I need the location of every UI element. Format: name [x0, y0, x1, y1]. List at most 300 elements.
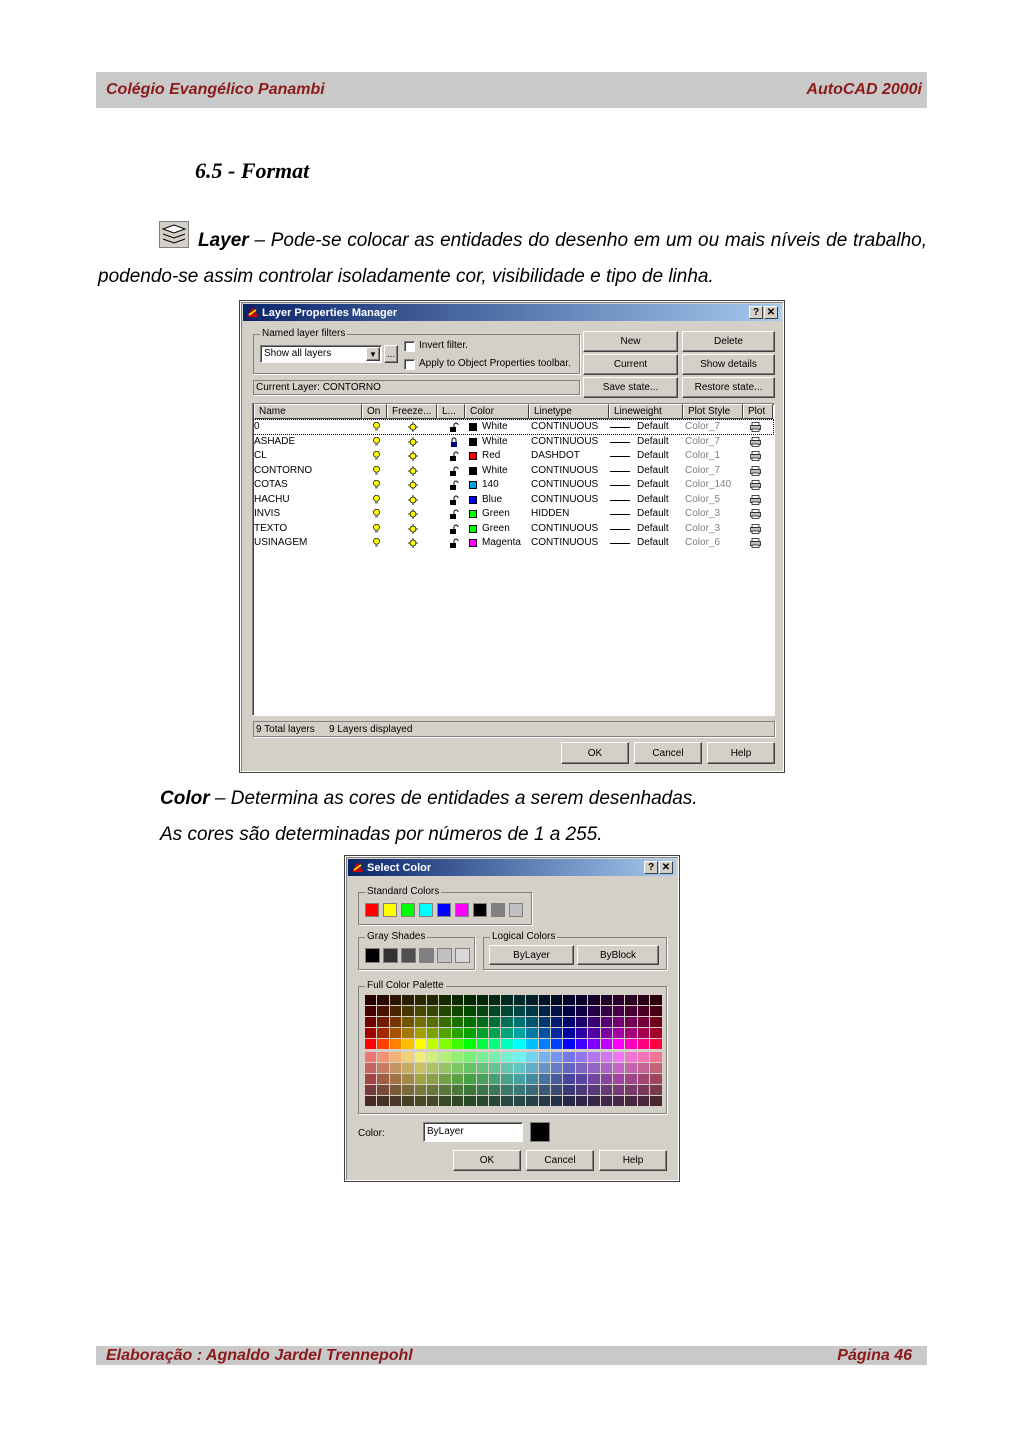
palette-color-cell[interactable]	[601, 1028, 612, 1038]
col-freeze[interactable]: Freeze...	[387, 404, 437, 419]
color-swatch[interactable]	[469, 438, 477, 446]
palette-color-cell[interactable]	[402, 1074, 413, 1084]
palette-color-cell[interactable]	[390, 1074, 401, 1084]
palette-color-cell[interactable]	[477, 1063, 488, 1073]
palette-color-cell[interactable]	[439, 1028, 450, 1038]
palette-color-cell[interactable]	[477, 1039, 488, 1049]
palette-color-cell[interactable]	[402, 1052, 413, 1062]
color-swatch[interactable]	[469, 539, 477, 547]
palette-color-cell[interactable]	[464, 1039, 475, 1049]
palette-color-cell[interactable]	[551, 1006, 562, 1016]
padlock-unlocked-icon[interactable]	[449, 495, 459, 505]
palette-color-cell[interactable]	[415, 1085, 426, 1095]
color-swatch[interactable]	[469, 423, 477, 431]
palette-color-cell[interactable]	[638, 1039, 649, 1049]
palette-color-cell[interactable]	[415, 1028, 426, 1038]
palette-color-cell[interactable]	[390, 1085, 401, 1095]
palette-color-cell[interactable]	[650, 995, 661, 1005]
palette-color-cell[interactable]	[650, 1039, 661, 1049]
help-question-button[interactable]: ?	[644, 861, 658, 874]
palette-color-cell[interactable]	[625, 1017, 636, 1027]
palette-color-cell[interactable]	[514, 1096, 525, 1106]
gray-shade-swatch[interactable]	[401, 948, 416, 963]
palette-color-cell[interactable]	[638, 1028, 649, 1038]
lightbulb-on-icon[interactable]	[373, 538, 380, 547]
filter-dots-button[interactable]: ...	[384, 345, 398, 363]
chevron-down-icon[interactable]: ▼	[366, 347, 380, 361]
palette-color-cell[interactable]	[551, 1085, 562, 1095]
palette-color-cell[interactable]	[489, 1085, 500, 1095]
palette-color-cell[interactable]	[402, 1096, 413, 1106]
palette-color-cell[interactable]	[452, 1017, 463, 1027]
palette-color-cell[interactable]	[526, 1017, 537, 1027]
gray-shade-swatch[interactable]	[437, 948, 452, 963]
lightbulb-on-icon[interactable]	[373, 437, 380, 446]
palette-color-cell[interactable]	[650, 1085, 661, 1095]
palette-color-cell[interactable]	[625, 1052, 636, 1062]
palette-color-cell[interactable]	[489, 1017, 500, 1027]
palette-color-cell[interactable]	[439, 1017, 450, 1027]
palette-color-cell[interactable]	[563, 1096, 574, 1106]
palette-color-cell[interactable]	[563, 1063, 574, 1073]
layer-lineweight[interactable]: Default	[637, 522, 669, 534]
col-linetype[interactable]: Linetype	[529, 404, 609, 419]
palette-color-cell[interactable]	[526, 995, 537, 1005]
palette-color-cell[interactable]	[501, 1085, 512, 1095]
palette-color-cell[interactable]	[501, 1052, 512, 1062]
palette-color-cell[interactable]	[551, 1074, 562, 1084]
palette-color-cell[interactable]	[501, 995, 512, 1005]
palette-color-cell[interactable]	[638, 1063, 649, 1073]
palette-color-cell[interactable]	[625, 1074, 636, 1084]
layer-ok-button[interactable]: OK	[561, 742, 629, 764]
palette-color-cell[interactable]	[601, 1039, 612, 1049]
apply-toolbar-checkbox[interactable]	[404, 359, 415, 370]
color-value-input[interactable]	[423, 1122, 523, 1142]
sun-thaw-icon[interactable]	[408, 451, 418, 461]
palette-color-cell[interactable]	[415, 1039, 426, 1049]
layer-linetype[interactable]: CONTINUOUS	[531, 537, 599, 548]
color-swatch[interactable]	[469, 510, 477, 518]
palette-color-cell[interactable]	[551, 1028, 562, 1038]
palette-color-cell[interactable]	[377, 1052, 388, 1062]
palette-color-cell[interactable]	[439, 1074, 450, 1084]
palette-color-cell[interactable]	[464, 1096, 475, 1106]
palette-color-cell[interactable]	[427, 1085, 438, 1095]
palette-color-cell[interactable]	[638, 1052, 649, 1062]
palette-color-cell[interactable]	[489, 1039, 500, 1049]
palette-color-cell[interactable]	[464, 1074, 475, 1084]
sun-thaw-icon[interactable]	[408, 509, 418, 519]
palette-color-cell[interactable]	[526, 1039, 537, 1049]
layer-lineweight[interactable]: Default	[637, 508, 669, 519]
palette-color-cell[interactable]	[588, 1085, 599, 1095]
palette-color-cell[interactable]	[415, 1096, 426, 1106]
lightbulb-on-icon[interactable]	[373, 495, 380, 504]
layer-row[interactable]	[253, 507, 773, 521]
palette-color-cell[interactable]	[601, 1096, 612, 1106]
palette-color-cell[interactable]	[650, 1074, 661, 1084]
color-ok-button[interactable]: OK	[453, 1150, 521, 1171]
palette-color-cell[interactable]	[452, 1063, 463, 1073]
standard-color-swatch[interactable]	[365, 903, 379, 917]
layer-linetype[interactable]: CONTINUOUS	[531, 464, 599, 476]
gray-shade-swatch[interactable]	[455, 948, 470, 963]
palette-color-cell[interactable]	[377, 995, 388, 1005]
close-button[interactable]: ✕	[764, 306, 778, 319]
printer-icon[interactable]	[750, 437, 761, 447]
layer-row[interactable]	[253, 449, 773, 463]
palette-color-cell[interactable]	[390, 1039, 401, 1049]
layer-linetype[interactable]: CONTINUOUS	[531, 522, 599, 534]
palette-color-cell[interactable]	[427, 1017, 438, 1027]
palette-color-cell[interactable]	[514, 1063, 525, 1073]
palette-color-cell[interactable]	[576, 1096, 587, 1106]
sun-thaw-icon[interactable]	[408, 524, 418, 534]
palette-color-cell[interactable]	[650, 1052, 661, 1062]
palette-color-cell[interactable]	[377, 1074, 388, 1084]
palette-color-cell[interactable]	[601, 1074, 612, 1084]
palette-color-cell[interactable]	[390, 1028, 401, 1038]
layer-lineweight[interactable]: Default	[637, 421, 669, 432]
printer-icon[interactable]	[750, 451, 761, 461]
palette-color-cell[interactable]	[402, 1006, 413, 1016]
palette-color-cell[interactable]	[477, 1006, 488, 1016]
palette-color-cell[interactable]	[452, 1006, 463, 1016]
help-question-button[interactable]: ?	[749, 306, 763, 319]
palette-color-cell[interactable]	[439, 1052, 450, 1062]
sun-thaw-icon[interactable]	[408, 480, 418, 490]
palette-color-cell[interactable]	[625, 1096, 636, 1106]
palette-color-cell[interactable]	[576, 1006, 587, 1016]
palette-color-cell[interactable]	[514, 1074, 525, 1084]
palette-color-cell[interactable]	[464, 1017, 475, 1027]
palette-color-cell[interactable]	[464, 1052, 475, 1062]
gray-shade-swatch[interactable]	[365, 948, 380, 963]
layer-lineweight[interactable]: Default	[637, 479, 669, 490]
palette-color-cell[interactable]	[390, 1052, 401, 1062]
standard-color-swatch[interactable]	[491, 903, 505, 917]
printer-icon[interactable]	[750, 538, 761, 548]
palette-color-cell[interactable]	[415, 995, 426, 1005]
palette-color-cell[interactable]	[464, 1006, 475, 1016]
palette-color-cell[interactable]	[390, 1017, 401, 1027]
palette-color-cell[interactable]	[439, 995, 450, 1005]
palette-color-cell[interactable]	[526, 1085, 537, 1095]
new-layer-button[interactable]: New	[583, 331, 678, 352]
layer-row[interactable]	[253, 420, 773, 434]
palette-color-cell[interactable]	[489, 1063, 500, 1073]
palette-color-cell[interactable]	[377, 1028, 388, 1038]
current-layer-button[interactable]: Current	[583, 354, 678, 375]
invert-filter-checkbox[interactable]	[404, 341, 415, 352]
palette-color-cell[interactable]	[625, 1063, 636, 1073]
palette-color-cell[interactable]	[576, 1039, 587, 1049]
gray-shade-swatch[interactable]	[419, 948, 434, 963]
palette-color-cell[interactable]	[365, 1028, 376, 1038]
palette-color-cell[interactable]	[539, 1085, 550, 1095]
layer-linetype[interactable]: CONTINUOUS	[531, 479, 599, 490]
save-state-button[interactable]: Save state...	[583, 377, 678, 398]
palette-color-cell[interactable]	[427, 1039, 438, 1049]
palette-color-cell[interactable]	[415, 1063, 426, 1073]
palette-color-cell[interactable]	[501, 1006, 512, 1016]
palette-color-cell[interactable]	[489, 1052, 500, 1062]
col-name[interactable]: Name	[254, 404, 362, 419]
palette-color-cell[interactable]	[526, 1063, 537, 1073]
palette-color-cell[interactable]	[477, 1028, 488, 1038]
palette-color-cell[interactable]	[539, 1063, 550, 1073]
padlock-locked-icon[interactable]	[449, 437, 459, 447]
palette-color-cell[interactable]	[365, 1063, 376, 1073]
layer-linetype[interactable]: HIDDEN	[531, 508, 570, 519]
color-swatch[interactable]	[469, 467, 477, 475]
palette-color-cell[interactable]	[415, 1074, 426, 1084]
palette-color-cell[interactable]	[625, 1028, 636, 1038]
palette-color-cell[interactable]	[539, 1017, 550, 1027]
standard-color-swatch[interactable]	[401, 903, 415, 917]
col-lock[interactable]: L...	[437, 404, 465, 419]
col-on[interactable]: On	[362, 404, 387, 419]
palette-color-cell[interactable]	[427, 995, 438, 1005]
padlock-unlocked-icon[interactable]	[449, 451, 459, 461]
palette-color-cell[interactable]	[625, 1085, 636, 1095]
palette-color-cell[interactable]	[377, 1063, 388, 1073]
filter-select[interactable]	[260, 345, 382, 363]
palette-color-cell[interactable]	[377, 1017, 388, 1027]
palette-color-cell[interactable]	[452, 1052, 463, 1062]
palette-color-cell[interactable]	[588, 1063, 599, 1073]
col-plot-style[interactable]: Plot Style	[683, 404, 743, 419]
palette-color-cell[interactable]	[563, 1052, 574, 1062]
palette-color-cell[interactable]	[638, 1085, 649, 1095]
lightbulb-on-icon[interactable]	[373, 451, 380, 460]
palette-color-cell[interactable]	[489, 1074, 500, 1084]
palette-color-cell[interactable]	[501, 1039, 512, 1049]
palette-color-cell[interactable]	[365, 1052, 376, 1062]
padlock-unlocked-icon[interactable]	[449, 466, 459, 476]
palette-color-cell[interactable]	[539, 1052, 550, 1062]
palette-color-cell[interactable]	[613, 1006, 624, 1016]
palette-color-cell[interactable]	[539, 1006, 550, 1016]
padlock-unlocked-icon[interactable]	[449, 509, 459, 519]
palette-color-cell[interactable]	[439, 1039, 450, 1049]
printer-icon[interactable]	[750, 422, 761, 432]
palette-color-cell[interactable]	[563, 1017, 574, 1027]
palette-color-cell[interactable]	[377, 1006, 388, 1016]
palette-color-cell[interactable]	[427, 1063, 438, 1073]
layer-help-button[interactable]: Help	[707, 742, 775, 764]
standard-color-swatch[interactable]	[419, 903, 433, 917]
printer-icon[interactable]	[750, 509, 761, 519]
layer-lineweight[interactable]: Default	[637, 435, 669, 447]
sun-thaw-icon[interactable]	[408, 495, 418, 505]
palette-color-cell[interactable]	[613, 1063, 624, 1073]
palette-color-cell[interactable]	[489, 1096, 500, 1106]
palette-color-cell[interactable]	[477, 1052, 488, 1062]
palette-color-cell[interactable]	[563, 995, 574, 1005]
palette-color-cell[interactable]	[563, 1039, 574, 1049]
palette-color-cell[interactable]	[452, 1085, 463, 1095]
palette-color-cell[interactable]	[452, 1096, 463, 1106]
palette-color-cell[interactable]	[390, 1063, 401, 1073]
palette-color-cell[interactable]	[551, 1096, 562, 1106]
palette-color-cell[interactable]	[588, 1028, 599, 1038]
palette-color-cell[interactable]	[601, 1017, 612, 1027]
palette-color-cell[interactable]	[650, 1006, 661, 1016]
palette-color-cell[interactable]	[402, 1063, 413, 1073]
palette-color-cell[interactable]	[638, 1006, 649, 1016]
close-button[interactable]: ✕	[659, 861, 673, 874]
palette-color-cell[interactable]	[427, 1006, 438, 1016]
palette-color-cell[interactable]	[501, 1028, 512, 1038]
palette-color-cell[interactable]	[613, 1052, 624, 1062]
palette-color-cell[interactable]	[415, 1006, 426, 1016]
palette-color-cell[interactable]	[415, 1017, 426, 1027]
palette-color-cell[interactable]	[439, 1006, 450, 1016]
palette-color-cell[interactable]	[563, 1006, 574, 1016]
layer-row[interactable]	[253, 493, 773, 507]
palette-color-cell[interactable]	[477, 995, 488, 1005]
palette-color-cell[interactable]	[365, 995, 376, 1005]
palette-color-cell[interactable]	[613, 1028, 624, 1038]
layer-row[interactable]	[253, 435, 773, 449]
palette-color-cell[interactable]	[588, 1074, 599, 1084]
palette-color-cell[interactable]	[464, 995, 475, 1005]
layer-linetype[interactable]: CONTINUOUS	[531, 421, 599, 432]
layer-row[interactable]	[253, 536, 773, 550]
palette-color-cell[interactable]	[551, 995, 562, 1005]
palette-color-cell[interactable]	[650, 1096, 661, 1106]
col-lineweight[interactable]: Lineweight	[609, 404, 683, 419]
palette-color-cell[interactable]	[638, 995, 649, 1005]
palette-color-cell[interactable]	[526, 1074, 537, 1084]
sun-thaw-icon[interactable]	[408, 538, 418, 548]
palette-color-cell[interactable]	[514, 1028, 525, 1038]
palette-color-cell[interactable]	[526, 1052, 537, 1062]
color-help-button[interactable]: Help	[599, 1150, 667, 1171]
palette-color-cell[interactable]	[514, 995, 525, 1005]
palette-color-cell[interactable]	[588, 1052, 599, 1062]
palette-color-cell[interactable]	[539, 1039, 550, 1049]
palette-color-cell[interactable]	[650, 1017, 661, 1027]
palette-color-cell[interactable]	[514, 1052, 525, 1062]
palette-color-cell[interactable]	[613, 1017, 624, 1027]
standard-color-swatch[interactable]	[509, 903, 523, 917]
palette-color-cell[interactable]	[563, 1074, 574, 1084]
palette-color-cell[interactable]	[464, 1028, 475, 1038]
palette-color-cell[interactable]	[576, 1063, 587, 1073]
palette-color-cell[interactable]	[613, 1096, 624, 1106]
palette-color-cell[interactable]	[365, 1085, 376, 1095]
palette-color-cell[interactable]	[601, 1006, 612, 1016]
palette-color-cell[interactable]	[439, 1085, 450, 1095]
palette-color-cell[interactable]	[539, 1096, 550, 1106]
palette-color-cell[interactable]	[377, 1096, 388, 1106]
color-swatch[interactable]	[469, 452, 477, 460]
palette-color-cell[interactable]	[402, 1017, 413, 1027]
standard-color-swatch[interactable]	[473, 903, 487, 917]
palette-color-cell[interactable]	[365, 1006, 376, 1016]
palette-color-cell[interactable]	[588, 995, 599, 1005]
palette-color-cell[interactable]	[477, 1074, 488, 1084]
palette-color-cell[interactable]	[501, 1074, 512, 1084]
lightbulb-on-icon[interactable]	[373, 422, 380, 431]
palette-color-cell[interactable]	[601, 1063, 612, 1073]
palette-color-cell[interactable]	[452, 995, 463, 1005]
color-swatch[interactable]	[469, 525, 477, 533]
palette-color-cell[interactable]	[415, 1052, 426, 1062]
palette-color-cell[interactable]	[489, 1028, 500, 1038]
palette-color-cell[interactable]	[402, 995, 413, 1005]
palette-color-cell[interactable]	[514, 1006, 525, 1016]
palette-color-cell[interactable]	[601, 995, 612, 1005]
layer-list[interactable]	[252, 403, 775, 716]
palette-color-cell[interactable]	[365, 1096, 376, 1106]
palette-color-cell[interactable]	[365, 1039, 376, 1049]
palette-color-cell[interactable]	[576, 1085, 587, 1095]
palette-color-cell[interactable]	[625, 1039, 636, 1049]
palette-color-cell[interactable]	[501, 1096, 512, 1106]
palette-color-cell[interactable]	[613, 995, 624, 1005]
palette-color-cell[interactable]	[576, 995, 587, 1005]
palette-color-cell[interactable]	[427, 1096, 438, 1106]
palette-color-cell[interactable]	[390, 1006, 401, 1016]
palette-color-cell[interactable]	[365, 1017, 376, 1027]
palette-color-cell[interactable]	[539, 995, 550, 1005]
palette-color-cell[interactable]	[514, 1039, 525, 1049]
palette-color-cell[interactable]	[514, 1085, 525, 1095]
layer-row[interactable]	[253, 478, 773, 492]
full-color-palette[interactable]	[365, 995, 663, 1109]
palette-color-cell[interactable]	[588, 1096, 599, 1106]
standard-color-swatch[interactable]	[455, 903, 469, 917]
layer-lineweight[interactable]: Default	[637, 537, 669, 548]
palette-color-cell[interactable]	[576, 1052, 587, 1062]
color-swatch[interactable]	[469, 496, 477, 504]
palette-color-cell[interactable]	[576, 1017, 587, 1027]
palette-color-cell[interactable]	[650, 1028, 661, 1038]
printer-icon[interactable]	[750, 480, 761, 490]
palette-color-cell[interactable]	[650, 1063, 661, 1073]
palette-color-cell[interactable]	[514, 1017, 525, 1027]
palette-color-cell[interactable]	[464, 1085, 475, 1095]
color-swatch[interactable]	[469, 481, 477, 489]
palette-color-cell[interactable]	[576, 1074, 587, 1084]
palette-color-cell[interactable]	[477, 1085, 488, 1095]
color-cancel-button[interactable]: Cancel	[526, 1150, 594, 1171]
padlock-unlocked-icon[interactable]	[449, 480, 459, 490]
palette-color-cell[interactable]	[402, 1028, 413, 1038]
palette-color-cell[interactable]	[390, 1096, 401, 1106]
palette-color-cell[interactable]	[551, 1039, 562, 1049]
palette-color-cell[interactable]	[439, 1063, 450, 1073]
palette-color-cell[interactable]	[539, 1074, 550, 1084]
sun-thaw-icon[interactable]	[408, 437, 418, 447]
palette-color-cell[interactable]	[526, 1096, 537, 1106]
palette-color-cell[interactable]	[477, 1096, 488, 1106]
palette-color-cell[interactable]	[489, 1006, 500, 1016]
padlock-unlocked-icon[interactable]	[449, 524, 459, 534]
layer-lineweight[interactable]: Default	[637, 464, 669, 476]
lightbulb-on-icon[interactable]	[373, 509, 380, 518]
sun-thaw-icon[interactable]	[408, 422, 418, 432]
palette-color-cell[interactable]	[613, 1074, 624, 1084]
layer-row[interactable]	[253, 522, 773, 536]
sun-thaw-icon[interactable]	[408, 466, 418, 476]
palette-color-cell[interactable]	[576, 1028, 587, 1038]
layer-linetype[interactable]: CONTINUOUS	[531, 493, 599, 505]
